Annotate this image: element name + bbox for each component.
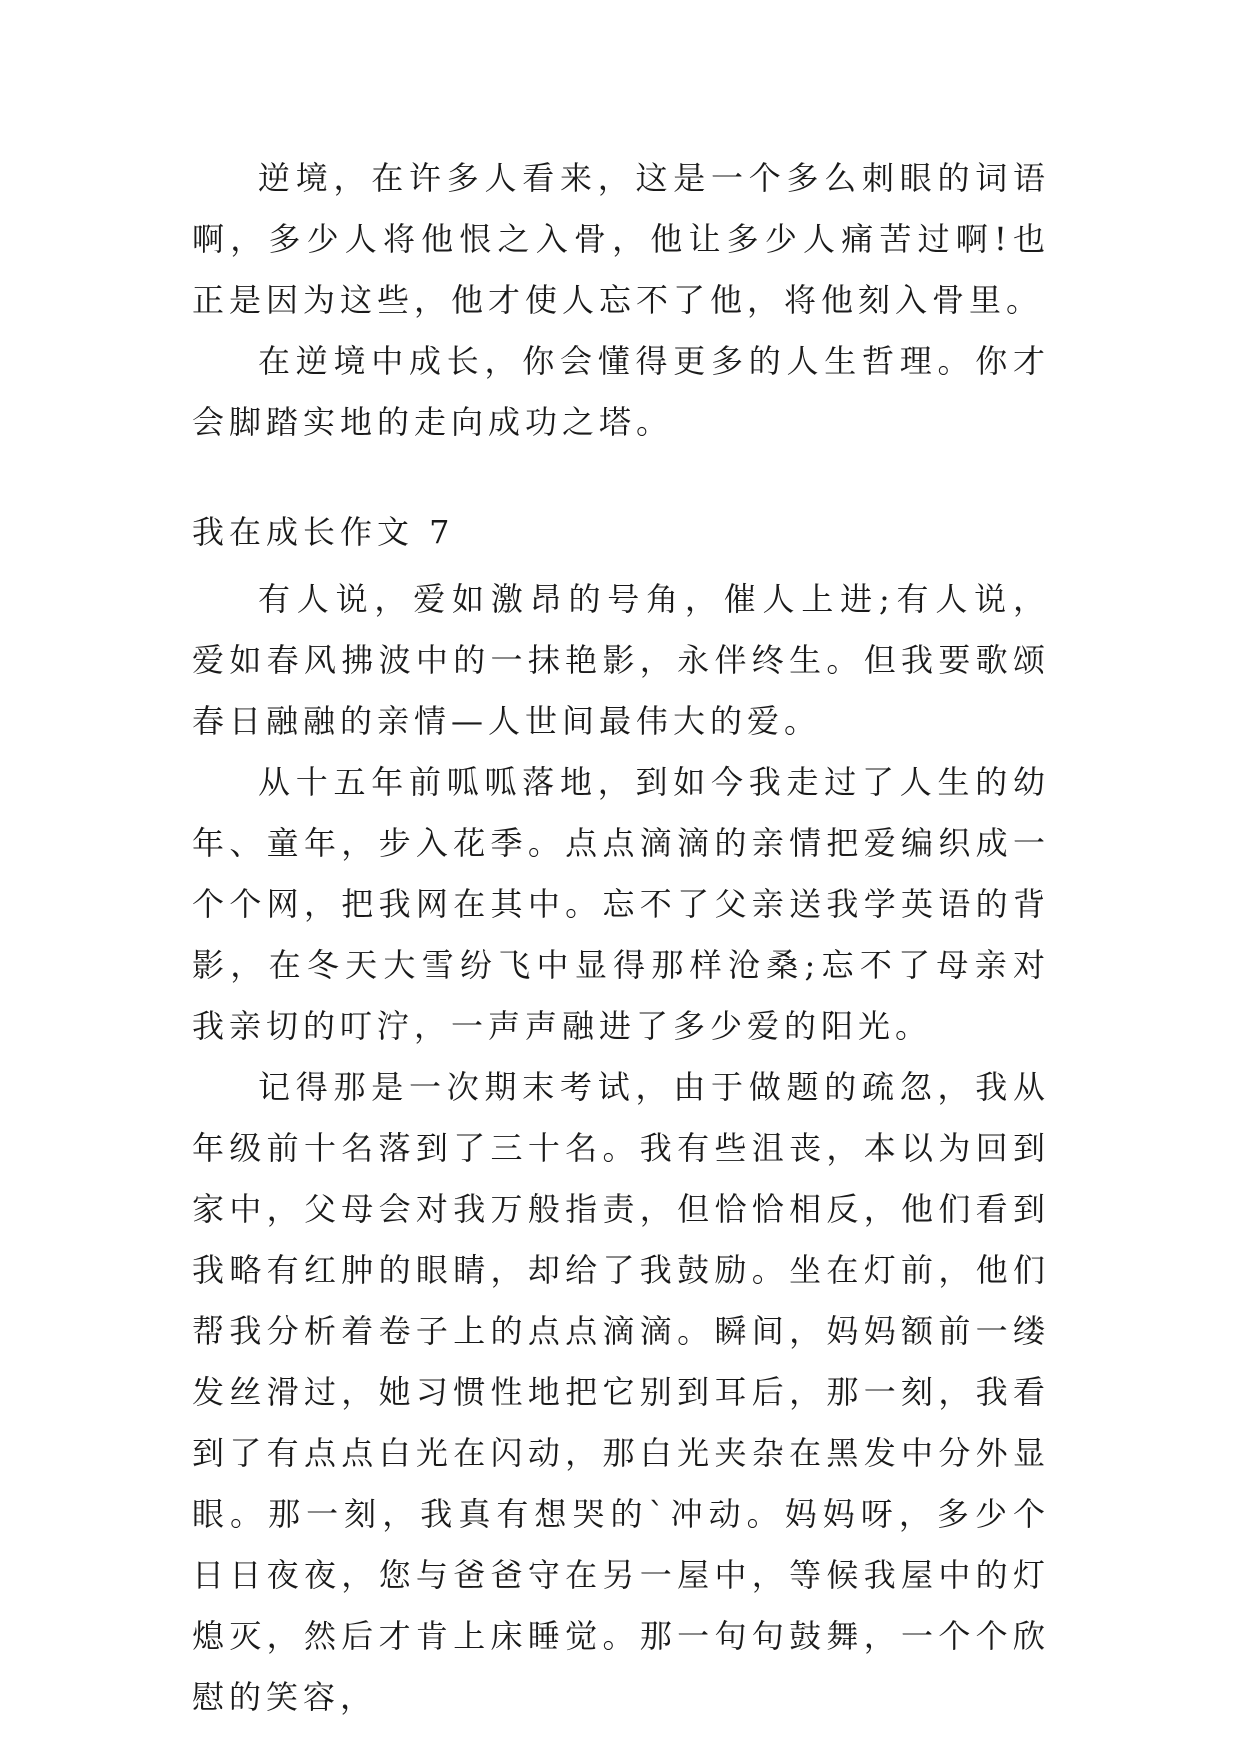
paragraph: 逆境，在许多人看来，这是一个多么刺眼的词语啊，多少人将他恨之入骨，他让多少人痛苦过啊!也正是因为这些，他才使人忘不了他，将他刻入骨里。	[192, 159, 1050, 319]
essay-body	[192, 569, 1050, 1728]
previous-essay-ending	[192, 148, 1050, 453]
paragraph: 在逆境中成长，你会懂得更多的人生哲理。你才会脚踏实地的走向成功之塔。	[192, 342, 1050, 441]
paragraph: 记得那是一次期末考试，由于做题的疏忽，我从年级前十名落到了三十名。我有些沮丧，本以为回到家中，父母会对我万般指责，但恰恰相反，他们看到我略有红肿的眼睛，却给了我鼓励。坐在灯前，他们帮我分析着卷子上的点点滴滴。瞬间，妈妈额前一缕发丝滑过，她习惯性地把它别到耳后，那一刻，我看到了有点点白光在闪动，那白光夹杂在黑发中分外显眼。那一刻，我真有想哭的`冲动。妈妈呀，多少个日日夜夜，您与爸爸守在另一屋中，等候我屋中的灯熄灭，然后才肯上床睡觉。那一句句鼓舞，一个个欣慰的笑容，	[192, 1068, 1050, 1716]
paragraph: 有人说，爱如激昂的号角，催人上进;有人说，爱如春风拂波中的一抹艳影，永伴终生。但我要歌颂春日融融的亲情—人世间最伟大的爱。	[192, 580, 1050, 740]
essay-title: 我在成长作文 7	[192, 513, 455, 551]
paragraph: 从十五年前呱呱落地，到如今我走过了人生的幼年、童年，步入花季。点点滴滴的亲情把爱编织成一个个网，把我网在其中。忘不了父亲送我学英语的背影，在冬天大雪纷飞中显得那样沧桑;忘不了母亲对我亲切的叮泞，一声声融进了多少爱的阳光。	[192, 763, 1050, 1045]
